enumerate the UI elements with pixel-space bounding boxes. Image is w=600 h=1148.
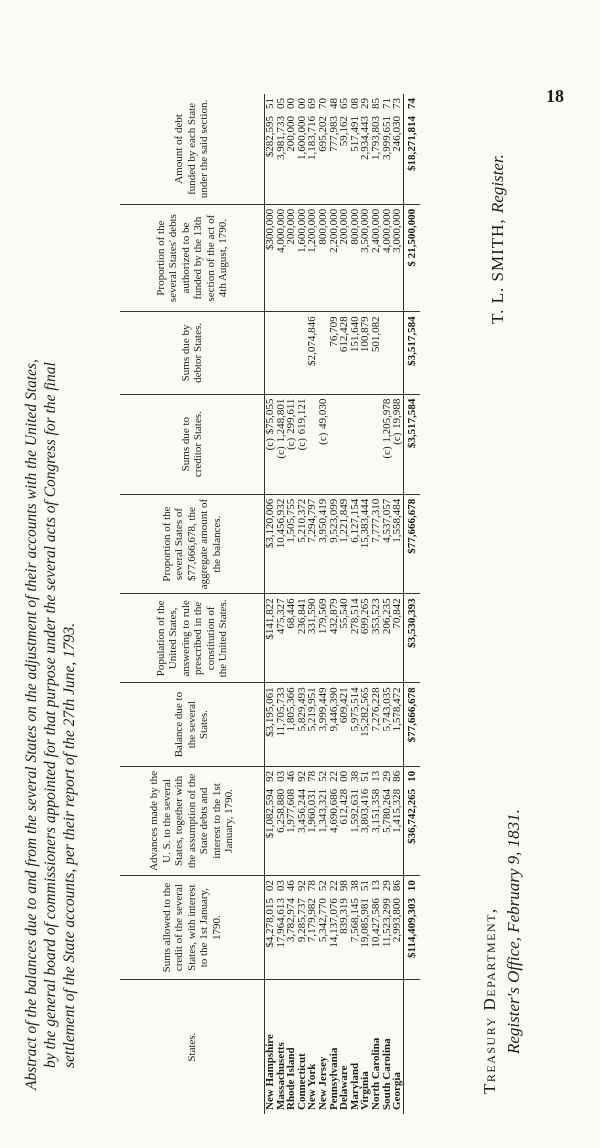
debtor-cell <box>307 312 318 394</box>
state-name: Delaware <box>338 1065 351 1110</box>
creditor-note: (c) <box>295 438 308 451</box>
total-advances-value: $36,742,265 <box>405 788 418 844</box>
allowed-cell-value: 11,523,299 <box>380 898 393 948</box>
balance-cell-value: 1,805,366 <box>285 687 298 732</box>
total-proportion <box>403 494 420 594</box>
state-name: Georgia <box>391 1072 404 1110</box>
proportion-cell-value: $3,120,006 <box>264 498 276 549</box>
funded-cents: 85 <box>369 98 382 109</box>
debtor-cell-value: 501,082 <box>369 316 382 353</box>
allowed-cell-value: 14,137,076 <box>327 898 340 948</box>
balance-cell-value: 11,705,733 <box>274 687 287 737</box>
proportion-cell-value: 10,456,932 <box>274 498 287 549</box>
department-label: Treasury Department, <box>480 907 499 1094</box>
advances-cents: 13 <box>369 770 382 782</box>
debtor-cell <box>286 312 297 394</box>
creditor-note: (c) <box>380 446 393 459</box>
proportion-cell <box>392 494 403 594</box>
table-body <box>265 94 421 1114</box>
creditor-note: (c) <box>391 432 404 445</box>
proportion-cell-value: 4,537,057 <box>380 498 393 543</box>
total-balance <box>403 683 420 766</box>
authorized-cell-value: 2,400,000 <box>369 208 382 253</box>
document-title <box>22 50 79 1090</box>
allowed-cents: 52 <box>316 880 329 892</box>
advances-cents: 22 <box>327 770 340 782</box>
allowed-cents: 22 <box>327 880 340 892</box>
creditor-note: (c) <box>264 438 276 451</box>
funded-cell-value: 3,999,651 <box>380 116 393 160</box>
header-proportion: Proportion of the several States of $77,666,678, the aggregate amount of the balances. <box>120 494 265 594</box>
proportion-cell-value: 15,383,444 <box>359 498 372 549</box>
creditor-cell-value: 619,121 <box>295 398 308 435</box>
advances-cell-value: $1,082,594 <box>264 788 276 839</box>
advances-cell-value: 1,592,631 <box>348 788 361 833</box>
creditor-cell <box>360 394 371 494</box>
creditor-note: (c) <box>316 432 329 445</box>
total-debtor <box>403 312 420 394</box>
advances-cents: 29 <box>380 770 393 782</box>
funded-cell-value: 246,030 <box>391 116 404 152</box>
funded-cents: 69 <box>306 98 319 109</box>
funded-cell-value: 777,983 <box>327 116 340 152</box>
debtor-cell-value: 100,879 <box>359 316 372 353</box>
population-cell-value: 179,569 <box>316 598 329 635</box>
balance-cell-value: $3,195,061 <box>264 687 276 737</box>
funded-cents: 48 <box>327 98 340 109</box>
allowed-cell-value: 2,993,800 <box>391 898 404 943</box>
population-cell-value: 353,523 <box>369 598 382 635</box>
allowed-cents: 38 <box>348 880 361 892</box>
creditor-note: (c) <box>274 446 287 459</box>
balance-cell-value: 5,975,514 <box>348 687 361 732</box>
allowed-cell-value: 839,319 <box>338 898 351 934</box>
state-name: New York <box>306 1063 319 1110</box>
rotated-sheet <box>0 30 600 1120</box>
advances-cell <box>392 766 403 875</box>
authorized-cell-value: 800,000 <box>316 208 329 245</box>
population-cell-value: 55,540 <box>338 598 351 629</box>
population-cell <box>392 594 403 683</box>
state-name: Virginia <box>359 1071 372 1110</box>
population-cell-value: 278,514 <box>348 598 361 635</box>
balance-cell-value: 5,743,035 <box>380 687 393 732</box>
balance-cell <box>392 683 403 766</box>
debtor-cell <box>392 312 403 394</box>
balance-cell-value: 5,829,493 <box>295 687 308 732</box>
allowed-cents: 46 <box>285 880 298 892</box>
population-cell-value: 68,446 <box>285 598 298 629</box>
advances-cell-value: 5,780,264 <box>380 788 393 833</box>
allowed-cents: 51 <box>359 880 372 892</box>
allowed-cents: 86 <box>391 880 404 892</box>
funded-cell-value: 59,162 <box>338 116 351 147</box>
balances-table <box>120 94 420 1114</box>
advances-cell-value: 3,456,244 <box>295 788 308 833</box>
population-cell-value: 699,265 <box>359 598 372 635</box>
header-row <box>120 94 265 1114</box>
creditor-cell <box>350 394 361 494</box>
funded-cell-value: 1,793,803 <box>369 116 382 160</box>
advances-cents: 86 <box>391 770 404 782</box>
creditor-cell-value: 299,611 <box>285 398 298 434</box>
total-balance-value: $77,666,678 <box>405 687 418 743</box>
allowed-cell-value: 17,964,613 <box>274 898 287 948</box>
funded-cents: 71 <box>380 98 393 109</box>
state-name: South Carolina <box>380 1038 393 1110</box>
total-authorized-value: $ 21,500,000 <box>405 208 418 267</box>
creditor-note: (c) <box>285 437 298 450</box>
signature-block <box>488 154 508 324</box>
authorized-cell-value: $300,000 <box>264 208 276 251</box>
total-funded-cents: 74 <box>405 98 418 109</box>
allowed-cents: 13 <box>369 880 382 892</box>
balance-cell-value: 1,578,472 <box>391 687 404 732</box>
creditor-cell-value: $75,055 <box>264 398 276 435</box>
state-name: North Carolina <box>369 1037 382 1110</box>
authorized-cell-value: 200,000 <box>338 208 351 245</box>
total-population-value: $3,530,393 <box>405 598 418 648</box>
total-creditor <box>403 394 420 494</box>
allowed-cents: 92 <box>295 880 308 892</box>
allowed-cents: 29 <box>380 880 393 892</box>
funded-cents: 00 <box>285 98 298 109</box>
authorized-cell-value: 2,200,000 <box>327 208 340 253</box>
debtor-cell-value: 151,640 <box>348 316 361 353</box>
state-name: Pennsylvania <box>327 1047 340 1110</box>
creditor-cell <box>339 394 350 494</box>
creditor-cell <box>329 394 340 494</box>
page-number: 18 <box>546 86 564 106</box>
authorized-cell-value: 800,000 <box>348 208 361 245</box>
authorized-cell-value: 3,000,000 <box>391 208 404 253</box>
total-proportion-value: $77,666,678 <box>405 498 418 554</box>
advances-cents: 78 <box>306 770 319 782</box>
balance-cell-value: 9,446,390 <box>327 687 340 732</box>
title-line-1: Abstract of the balances due to and from the several States on the adjustment of their accounts with the United States, <box>23 359 40 1090</box>
creditor-cell-value: 1,205,978 <box>380 398 393 443</box>
state-name: Rhode Island <box>285 1047 298 1110</box>
creditor-cell <box>297 394 308 494</box>
funded-cell-value: 3,981,733 <box>274 116 287 160</box>
creditor-cell-value: 1,248,801 <box>274 398 287 443</box>
debtor-cell-value: 76,709 <box>327 316 340 347</box>
table-row <box>392 94 403 1114</box>
advances-cell-value: 3,803,416 <box>359 788 372 833</box>
proportion-cell-value: 1,221,849 <box>338 498 351 543</box>
authorized-cell-value: 3,500,000 <box>359 208 372 253</box>
funded-cell <box>329 94 340 204</box>
authorized-cell-value: 200,000 <box>285 208 298 245</box>
funded-cell-value: 1,183,716 <box>306 116 319 160</box>
funded-cents: 70 <box>316 98 329 109</box>
balance-cell-value: 15,282,565 <box>359 687 372 737</box>
funded-cents: 00 <box>295 98 308 109</box>
advances-cell-value: 6,258,880 <box>274 788 287 833</box>
header-states: States. <box>120 980 265 1114</box>
total-creditor-value: $3,517,584 <box>405 398 418 449</box>
state-name: New Jersey <box>316 1056 329 1110</box>
total-funded-value: $18,271,814 <box>405 116 418 171</box>
funded-cell-value: 517,491 <box>348 116 361 152</box>
signer-name: T. L. SMITH, <box>488 218 507 324</box>
debtor-cell-value: 612,428 <box>338 316 351 353</box>
total-advances-cents: 10 <box>405 770 418 782</box>
creditor-cell <box>392 394 403 494</box>
population-cell-value: 475,327 <box>274 598 287 635</box>
header-advances: Advances made by the U. S. to the several States, together with the assumption of the State debts and interest to the 1st January, 1790. <box>120 766 265 875</box>
proportion-cell-value: 1,558,484 <box>391 498 404 543</box>
funded-cell <box>392 94 403 204</box>
funded-cents: 05 <box>274 98 287 109</box>
state-name: Connecticut <box>295 1053 308 1110</box>
title-line-2: by the general board of commissioners appointed for that purpose under the several acts of Congress for the final <box>42 362 59 1068</box>
population-cell-value: 432,879 <box>327 598 340 635</box>
authorized-cell-value: 4,000,000 <box>380 208 393 253</box>
total-authorized <box>403 204 420 311</box>
funded-cents: 65 <box>338 98 351 109</box>
population-cell-value: $141,822 <box>264 598 276 640</box>
advances-cell-value: 1,415,328 <box>391 788 404 833</box>
proportion-cell-value: 5,210,372 <box>295 498 308 543</box>
proportion-cell-value: 1,505,755 <box>285 498 298 543</box>
funded-cents: 29 <box>359 98 372 109</box>
balance-cell-value: 609,421 <box>338 687 351 724</box>
total-funded <box>403 94 420 204</box>
advances-cents: 51 <box>359 770 372 782</box>
funded-cents: 08 <box>348 98 361 109</box>
balance-cell-value: 3,999,449 <box>316 687 329 732</box>
proportion-cell-value: 7,294,797 <box>306 498 319 543</box>
allowed-cents: 02 <box>264 880 276 892</box>
header-creditor: Sums due to creditor States. <box>120 394 265 494</box>
allowed-cents: 03 <box>274 880 287 892</box>
total-allowed <box>403 876 420 980</box>
advances-cell-value: 1,343,321 <box>316 788 329 833</box>
allowed-cell-value: 19,085,981 <box>359 898 372 948</box>
header-debtor: Sums due by debtor States. <box>120 312 265 394</box>
office-date: Register's Office, February 9, 1831. <box>504 809 523 1054</box>
advances-cell-value: 1,977,608 <box>285 788 298 833</box>
population-cell-value: 236,841 <box>295 598 308 635</box>
title-line-3: settlement of the State accounts, per their report of the 27th June, 1793. <box>61 623 78 1068</box>
funded-cents: 51 <box>264 98 276 109</box>
header-balance: Balance due to the several States. <box>120 683 265 766</box>
advances-cents: 00 <box>338 770 351 782</box>
creditor-cell-value: 49,030 <box>316 398 329 429</box>
signer-role: Register. <box>488 154 507 214</box>
authorized-cell <box>392 204 403 311</box>
allowed-cell-value: 3,782,974 <box>285 898 298 943</box>
allowed-cell <box>392 876 403 980</box>
funded-cents: 73 <box>391 98 404 109</box>
population-cell-value: 206,235 <box>380 598 393 635</box>
state-name: Maryland <box>348 1062 361 1110</box>
proportion-cell-value: 6,127,154 <box>348 498 361 543</box>
total-label-cell <box>403 980 420 1114</box>
debtor-cell <box>382 312 393 394</box>
total-row <box>403 94 420 1114</box>
total-allowed-cents: 10 <box>405 880 418 892</box>
advances-cents: 92 <box>295 770 308 782</box>
header-population: Population of the United States, answering to rule prescribed in the constitution of the United States. <box>120 594 265 683</box>
state-name: Massachusetts <box>274 1042 287 1110</box>
total-advances <box>403 766 420 875</box>
balance-cell-value: 7,276,228 <box>369 687 382 732</box>
allowed-cents: 98 <box>338 880 351 892</box>
total-population <box>403 594 420 683</box>
debtor-cell <box>276 312 287 394</box>
allowed-cell-value: 7,568,145 <box>348 898 361 943</box>
proportion-cell-value: 7,777,310 <box>369 498 382 543</box>
funded-cell-value: 1,600,000 <box>295 116 308 160</box>
advances-cents: 38 <box>348 770 361 782</box>
total-debtor-value: $3,517,584 <box>405 316 418 366</box>
advances-cell-value: 3,151,358 <box>369 788 382 833</box>
allowed-cell-value: $4,278,015 <box>264 898 276 948</box>
balance-cell-value: 5,219,951 <box>306 687 319 732</box>
advances-cell-value: 4,690,686 <box>327 788 340 833</box>
debtor-cell <box>371 312 382 394</box>
population-cell-value: 70,842 <box>391 598 404 629</box>
header-authorized: Proportion of the several States' debts authorized to be funded by the 13th section of the act of 4th August, 1790. <box>120 204 265 311</box>
total-allowed-value: $114,409,303 <box>405 898 418 958</box>
advances-cents: 92 <box>264 770 276 782</box>
authorized-cell-value: 1,200,000 <box>306 208 319 253</box>
authorized-cell-value: 4,000,000 <box>274 208 287 253</box>
advances-cell-value: 1,960,031 <box>306 788 319 833</box>
debtor-cell-value: $2,074,846 <box>306 316 319 366</box>
funded-cell-value: 200,000 <box>285 116 298 152</box>
creditor-cell-value: 19,988 <box>391 398 404 429</box>
allowed-cents: 78 <box>306 880 319 892</box>
state-cell <box>392 980 403 1114</box>
header-allowed: Sums allowed to the credit of the several States, with interest to the 1st January, 1790. <box>120 876 265 980</box>
allowed-cell-value: 5,342,770 <box>316 898 329 943</box>
header-funded: Amount of debt funded by each State under the said section. <box>173 99 211 199</box>
funded-cell-value: 2,934,443 <box>359 116 372 160</box>
state-name: New Hampshire <box>264 1034 276 1110</box>
allowed-cell-value: 7,179,982 <box>306 898 319 943</box>
funded-cell-value: 695,202 <box>316 116 329 152</box>
proportion-cell-value: 9,523,099 <box>327 498 340 543</box>
funded-cell-value: $282,595 <box>264 116 276 158</box>
advances-cell-value: 612,428 <box>338 788 351 825</box>
advances-cents: 46 <box>285 770 298 782</box>
creditor-cell <box>318 394 329 494</box>
allowed-cell-value: 10,427,586 <box>369 898 382 948</box>
allowed-cell-value: 9,285,737 <box>295 898 308 943</box>
proportion-cell-value: 3,950,419 <box>316 498 329 543</box>
debtor-cell <box>265 312 276 394</box>
authorized-cell-value: 1,600,000 <box>295 208 308 253</box>
advances-cents: 52 <box>316 770 329 782</box>
advances-cents: 03 <box>274 770 287 782</box>
population-cell-value: 331,590 <box>306 598 319 635</box>
